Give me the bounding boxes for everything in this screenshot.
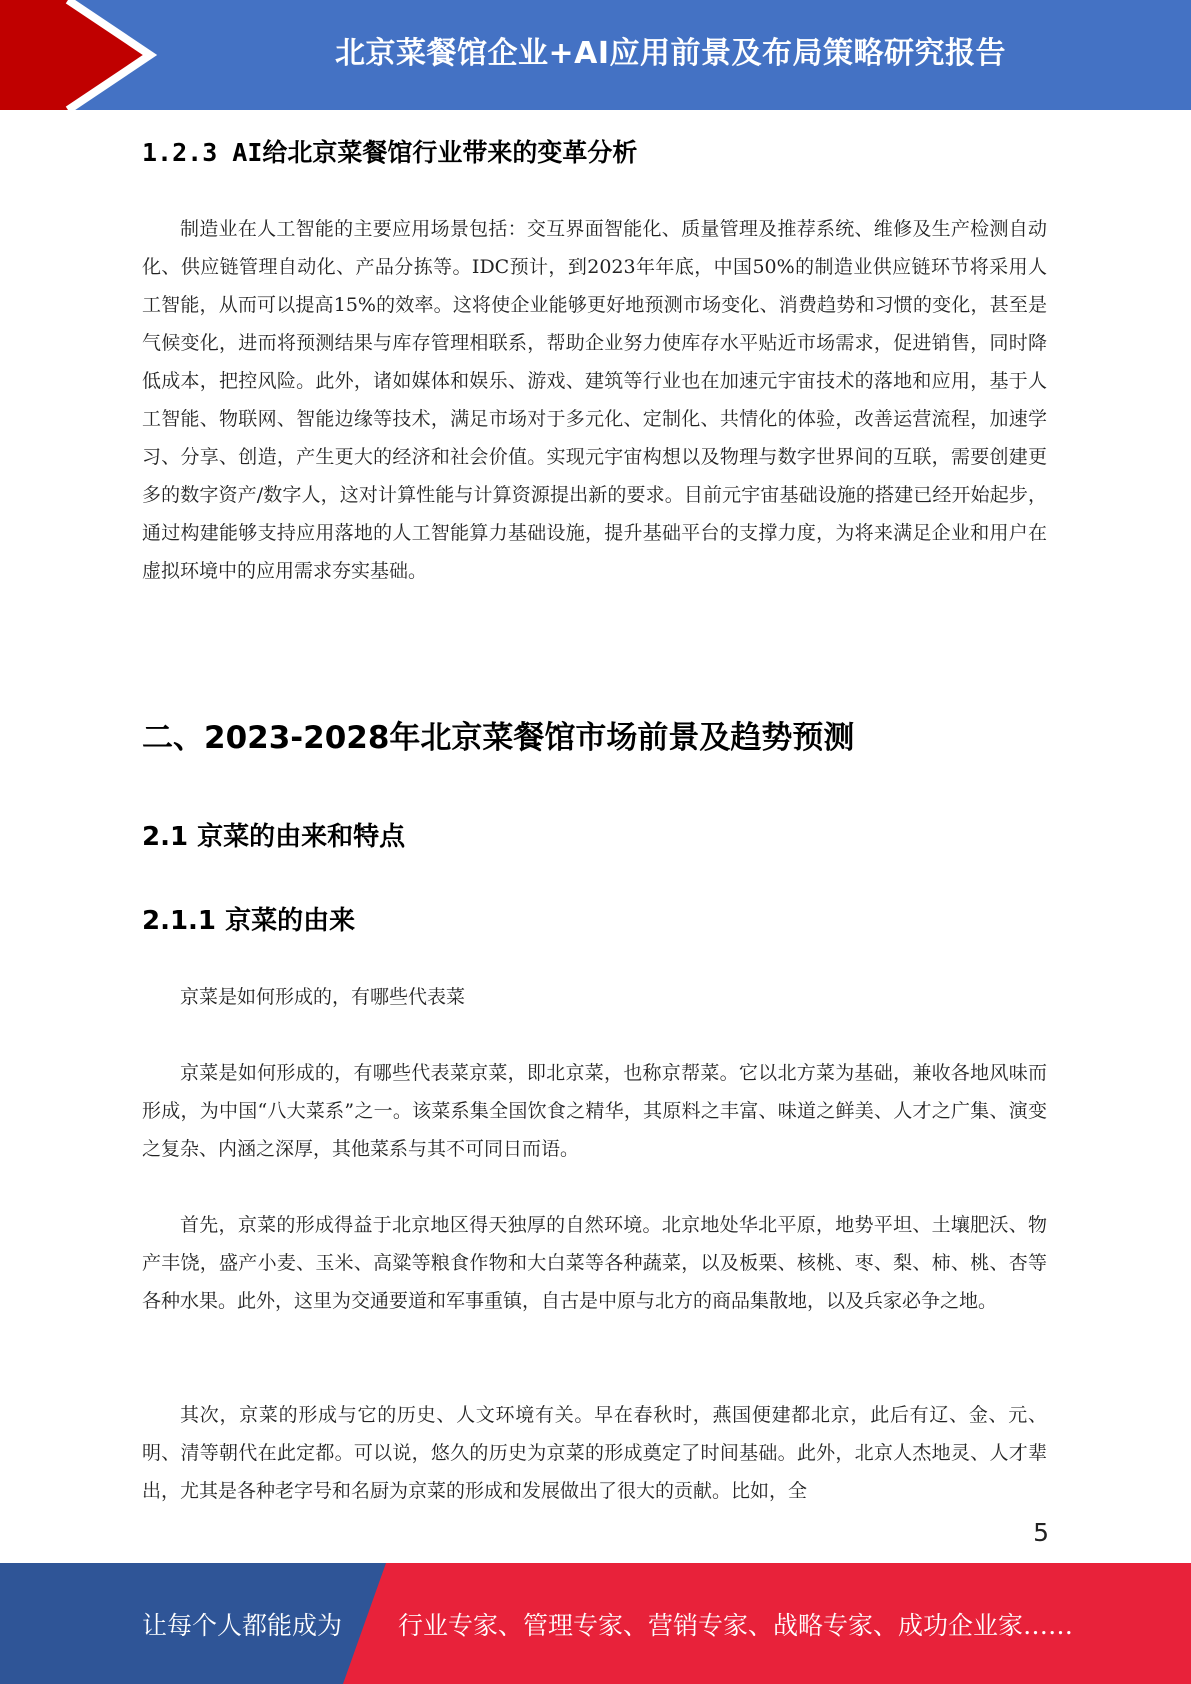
paragraph-ai-manufacturing: 制造业在人工智能的主要应用场景包括：交互界面智能化、质量管理及推荐系统、维修及生产检测自动化、供应链管理自动化、产品分拣等。IDC预计，到2023年年底，中国50%的制造业供应链环节将采用人工智能，从而可以提高15%的效率。这将使企业能够更好地预测市场变化、消费趋势和习惯的变化，甚至是气候变化，进而将预测结果与库存管理相联系，帮助企业努力使库存水平贴近市场需求，促进销售，同时降低成本，把控风险。此外，诸如媒体和娱乐、游戏、建筑等行业也在加速元宇宙技术的落地和应用，基于人工智能、物联网、智能边缘等技术，满足市场对于多元化、定制化、共情化的体验，改善运营流程，加速学习、分享、创造，产生更大的经济和社会价值。实现元宇宙构想以及物理与数字世界间的互联，需要创建更多的数字资产/数字人，这对计算性能与计算资源提出新的要求。目前元宇宙基础设施的搭建已经开始起步，通过构建能够支持应用落地的人工智能算力基础设施，提升基础平台的支撑力度，为将来满足企业和用户在虚拟环境中的应用需求夯实基础。 [142,218,1047,582]
section-heading-2-1: 2.1 京菜的由来和特点 [142,822,406,852]
report-title: 北京菜餐馆企业+AI应用前景及布局策略研究报告 [334,36,1007,71]
paragraph-history: 其次，京菜的形成与它的历史、人文环境有关。早在春秋时，燕国便建都北京，此后有辽、金、元、明、清等朝代在此定都。可以说，悠久的历史为京菜的形成奠定了时间基础。此外，北京人杰地灵、人才辈出，尤其是各种老字号和名厨为京菜的形成和发展做出了很大的贡献。比如，全 [142,1404,1047,1502]
section-heading-2-1-1: 2.1.1 京菜的由来 [142,906,356,936]
paragraph-natural-environment: 首先，京菜的形成得益于北京地区得天独厚的自然环境。北京地处华北平原，地势平坦、土壤肥沃、物产丰饶，盛产小麦、玉米、高粱等粮食作物和大白菜等各种蔬菜，以及板栗、核桃、枣、梨、柿、桃、杏等各种水果。此外，这里为交通要道和军事重镇，自古是中原与北方的商品集散地，以及兵家必争之地。 [142,1214,1047,1312]
header-banner [0,0,1191,110]
page-number: 5 [1033,1518,1049,1547]
section-heading-1-2-3: 1.2.3 AI给北京菜餐馆行业带来的变革分析 [142,138,638,167]
chapter-heading-2: 二、2023-2028年北京菜餐馆市场前景及趋势预测 [142,720,855,756]
footer-slogan-left: 让每个人都能成为 [142,1610,343,1640]
footer-banner [0,1563,1191,1684]
paragraph-jing-cuisine-intro: 京菜是如何形成的，有哪些代表菜京菜，即北京菜，也称京帮菜。它以北方菜为基础，兼收各地风味而形成，为中国“八大菜系”之一。该菜系集全国饮食之精华，其原料之丰富、味道之鲜美、人才之广集、演变之复杂、内涵之深厚，其他菜系与其不可同日而语。 [142,1062,1047,1160]
paragraph-question: 京菜是如何形成的，有哪些代表菜 [180,986,466,1008]
footer-slogan-right: 行业专家、管理专家、营销专家、战略专家、成功企业家…… [398,1610,1074,1640]
